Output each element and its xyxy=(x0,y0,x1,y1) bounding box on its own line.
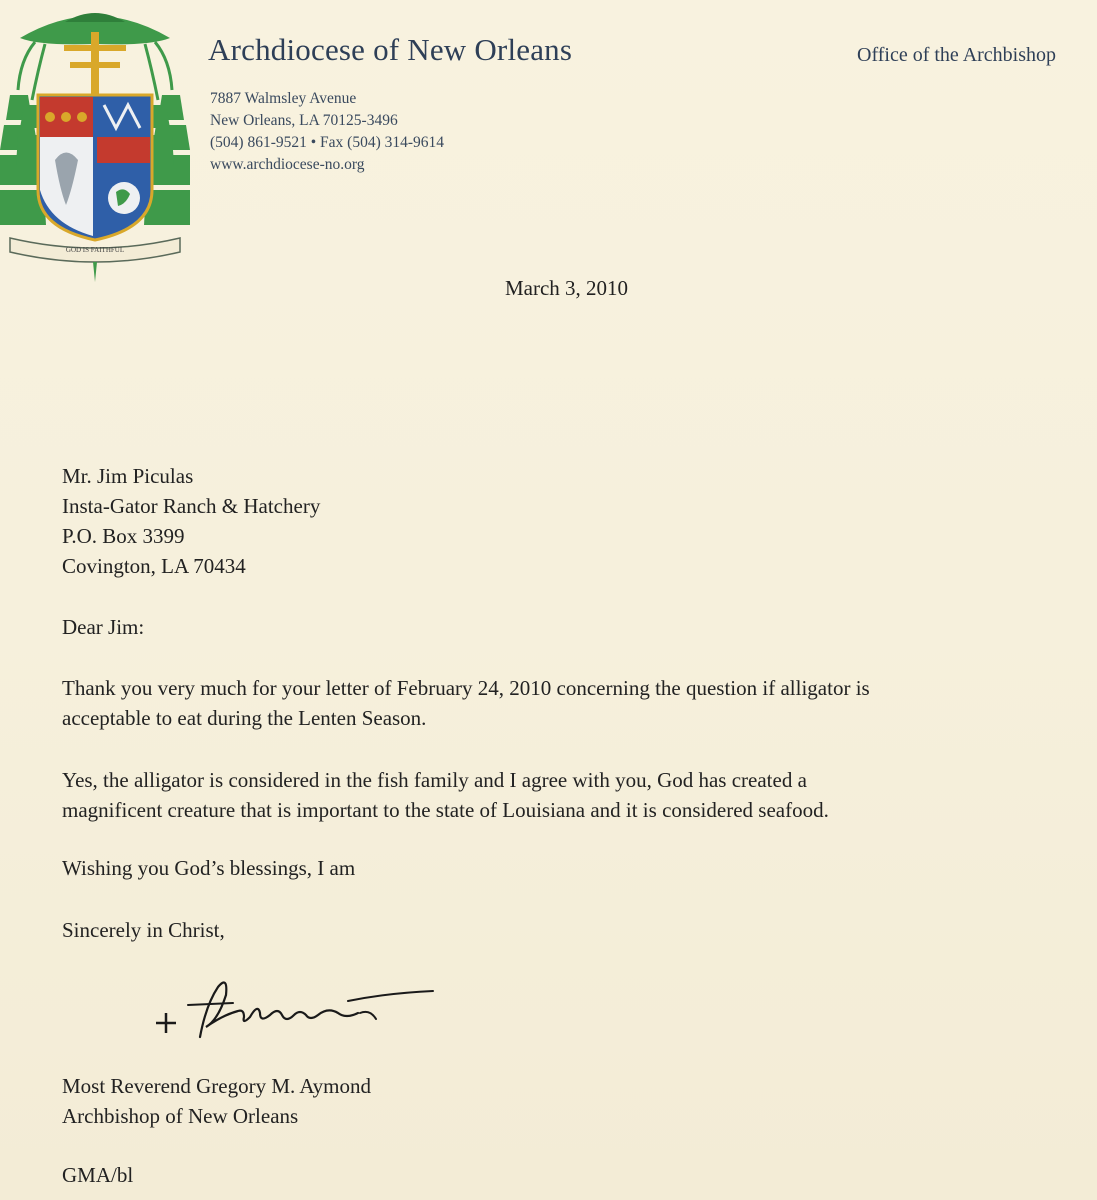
signature-icon xyxy=(148,965,448,1050)
recipient-city: Covington, LA 70434 xyxy=(62,554,246,578)
wishing-line: Wishing you God’s blessings, I am xyxy=(62,856,356,880)
typist-initials: GMA/bl xyxy=(62,1163,134,1187)
paragraph-1-line-1: Thank you very much for your letter of February 24, 2010 concerning the question if alligator is xyxy=(62,676,870,700)
signer-block xyxy=(62,1071,371,1131)
phone-fax: (504) 861-9521 • Fax (504) 314-9614 xyxy=(210,134,445,151)
body-paragraph-1 xyxy=(62,673,1092,733)
address-line-2: New Orleans, LA 70125-3496 xyxy=(210,112,398,129)
recipient-po-box: P.O. Box 3399 xyxy=(62,524,185,548)
address-line-1: 7887 Walmsley Avenue xyxy=(210,90,357,107)
crest-motto: GOD IS FAITHFUL xyxy=(65,246,125,254)
office-name: Office of the Archbishop xyxy=(857,44,1057,66)
letterhead-address xyxy=(210,88,444,176)
recipient-name: Mr. Jim Piculas xyxy=(62,464,194,488)
signer-name: Most Reverend Gregory M. Aymond xyxy=(62,1074,371,1098)
paragraph-2-line-2: magnificent creature that is important to the state of Louisiana and it is considered seafood. xyxy=(62,798,829,822)
recipient-company: Insta-Gator Ranch & Hatchery xyxy=(62,494,321,518)
paragraph-2-line-1: Yes, the alligator is considered in the fish family and I agree with you, God has created a xyxy=(62,768,807,792)
letter-date: March 3, 2010 xyxy=(505,276,629,300)
signer-title: Archbishop of New Orleans xyxy=(62,1104,299,1128)
closing: Sincerely in Christ, xyxy=(62,918,225,942)
paragraph-1-line-2: acceptable to eat during the Lenten Season. xyxy=(62,706,427,730)
recipient-block xyxy=(62,461,320,581)
website: www.archdiocese-no.org xyxy=(210,156,365,173)
organization-name: Archdiocese of New Orleans xyxy=(208,32,573,67)
body-paragraph-2 xyxy=(62,765,1092,825)
archdiocese-crest-icon xyxy=(0,0,190,285)
salutation: Dear Jim: xyxy=(62,615,145,639)
